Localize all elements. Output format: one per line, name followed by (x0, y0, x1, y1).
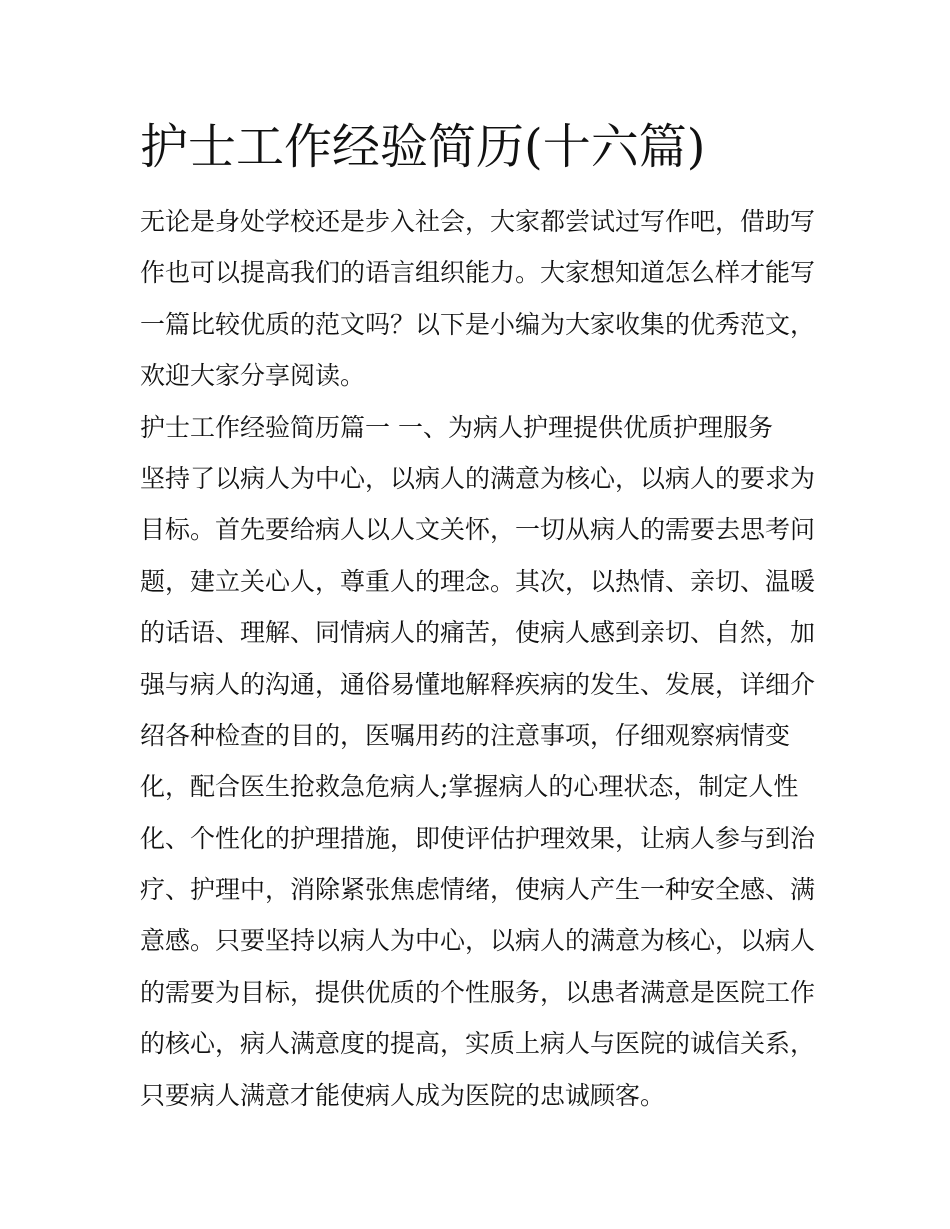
body-line-17: 的核心，病人满意度的提高，实质上病人与医院的诚信关系， (140, 1029, 816, 1059)
body-line-14: 疗、护理中，消除紧张焦虑情绪，使病人产生一种安全感、满 (140, 875, 816, 905)
body-line-13: 化、个性化的护理措施，即使评估护理效果，让病人参与到治 (140, 823, 816, 853)
body-line-7: 目标。首先要给病人以人文关怀，一切从病人的需要去思考问 (140, 515, 816, 545)
body-line-16: 的需要为目标，提供优质的个性服务，以患者满意是医院工作 (140, 977, 816, 1007)
document-body (140, 196, 816, 1121)
body-line-6: 坚持了以病人为中心，以病人的满意为核心，以病人的要求为 (140, 463, 816, 493)
body-line-15: 意感。只要坚持以病人为中心，以病人的满意为核心，以病人 (140, 926, 816, 956)
section-heading-line: 护士工作经验简历篇一 一、为病人护理提供优质护理服务 (140, 412, 773, 442)
body-line-9: 的话语、理解、同情病人的痛苦，使病人感到亲切、自然，加 (140, 618, 816, 648)
body-line-11: 绍各种检查的目的，医嘱用药的注意事项，仔细观察病情变 (140, 720, 791, 750)
body-line-3: 一篇比较优质的范文吗？以下是小编为大家收集的优秀范文， (140, 309, 816, 339)
body-line-12: 化，配合医生抢救急危病人;掌握病人的心理状态，制定人性 (140, 772, 799, 802)
body-line-8: 题，建立关心人，尊重人的理念。其次，以热情、亲切、温暖 (140, 566, 816, 596)
document-title: 护士工作经验简历(十六篇) (140, 119, 706, 175)
body-line-10: 强与病人的沟通，通俗易懂地解释疾病的发生、发展，详细介 (140, 669, 816, 699)
body-line-4: 欢迎大家分享阅读。 (140, 361, 366, 391)
body-line-18: 只要病人满意才能使病人成为医院的忠诚顾客。 (140, 1080, 666, 1110)
body-line-1: 无论是身处学校还是步入社会，大家都尝试过写作吧，借助写 (140, 207, 816, 236)
body-line-2: 作也可以提高我们的语言组织能力。大家想知道怎么样才能写 (140, 258, 816, 288)
